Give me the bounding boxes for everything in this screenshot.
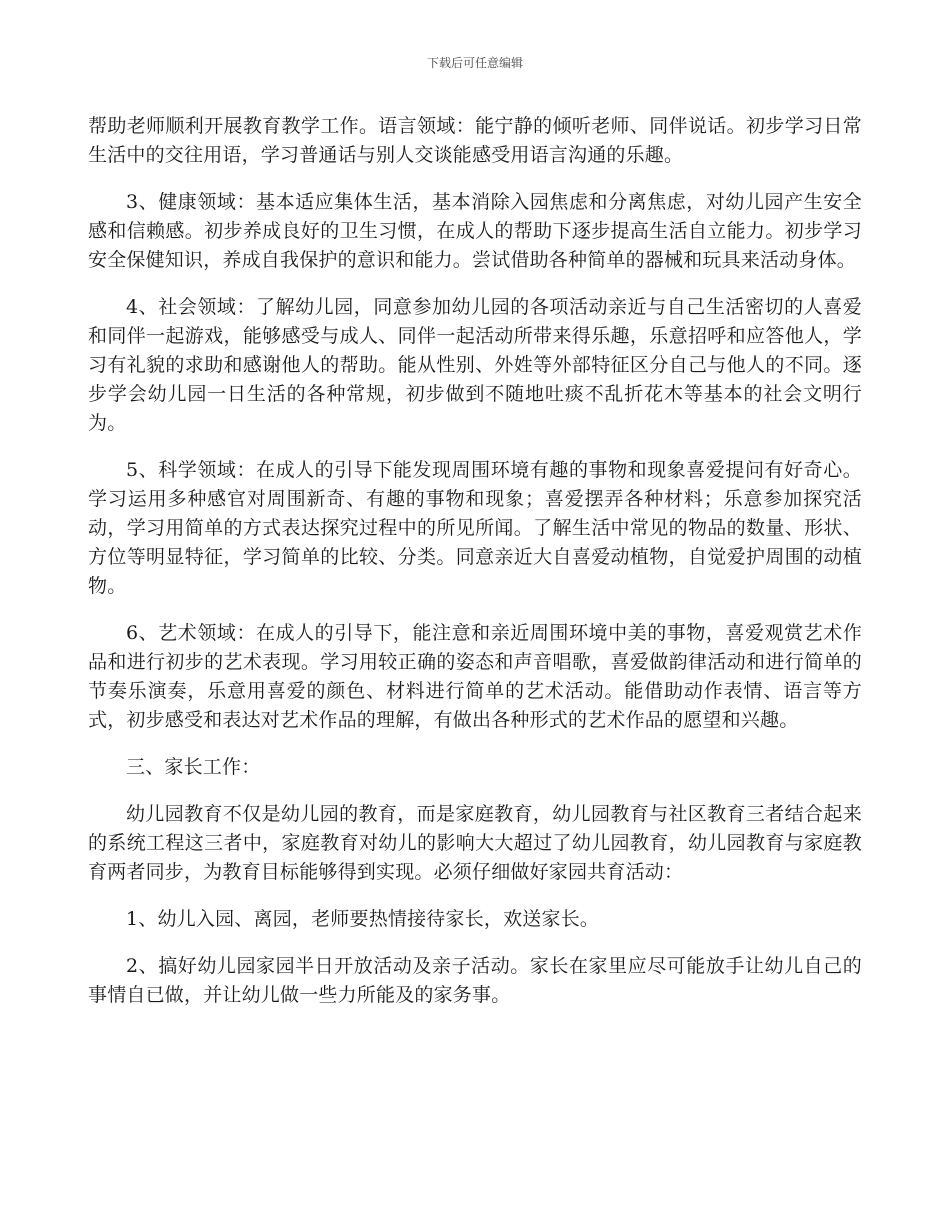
paragraph-parents-intro: 幼儿园教育不仅是幼儿园的教育，而是家庭教育，幼儿园教育与社区教育三者结合起来的系统工程这三者中，家庭教育对幼儿的影响大大超过了幼儿园教育，幼儿园教育与家庭教育两者同步，为教育目标能够得到实现。必须仔细做好家园共育活动： [88,803,862,883]
paragraph-science: 5、科学领域：在成人的引导下能发现周围环境有趣的事物和现象喜爱提问有好奇心。学习运用多种感官对周围新奇、有趣的事物和现象；喜爱摆弄各种材料；乐意参加探究活动，学习用简单的方式表达探究过程中的所见所闻。了解生活中常见的物品的数量、形状、方位等明显特征，学习简单的比较、分类。同意亲近大自喜爱动植物，自觉爱护周围的动植物。 [88,459,862,597]
paragraph-art: 6、艺术领域：在成人的引导下，能注意和亲近周围环境中美的事物，喜爱观赏艺术作品和进行初步的艺术表现。学习用较正确的姿态和声音唱歌，喜爱做韵律活动和进行简单的节奏乐演奏，乐意用喜爱的颜色、材料进行简单的艺术活动。能借助动作表情、语言等方式，初步感受和表达对艺术作品的理解，有做出各种形式的艺术作品的愿望和兴趣。 [88,622,862,731]
paragraph-social: 4、社会领域：了解幼儿园，同意参加幼儿园的各项活动亲近与自己生活密切的人喜爱和同伴一起游戏，能够感受与成人、同伴一起活动所带来得乐趣，乐意招呼和应答他人，学习有礼貌的求助和感谢他人的帮助。能从性别、外姓等外部特征区分自己与他人的不同。逐步学会幼儿园一日生活的各种常规，初步做到不随地吐痰不乱折花木等基本的社会文明行为。 [88,296,862,434]
section-heading-parents: 三、家长工作： [126,756,261,778]
paragraph-health: 3、健康领域：基本适应集体生活，基本消除入园焦虑和分离焦虑，对幼儿园产生安全感和信赖感。初步养成良好的卫生习惯，在成人的帮助下逐步提高生活自立能力。初步学习安全保健知识，养成自我保护的意识和能力。尝试借助各种简单的器械和玩具来活动身体。 [88,191,862,271]
page-header: 下载后可任意编辑 [426,56,523,70]
list-item-1: 1、幼儿入园、离园，老师要热情接待家长，欢送家长。 [126,908,600,930]
document-body [88,112,862,1028]
paragraph: 帮助老师顺利开展教育教学工作。语言领域：能宁静的倾听老师、同伴说话。初步学习日常生活中的交往用语，学习普通话与别人交谈能感受用语言沟通的乐趣。 [88,115,862,166]
list-item-2: 2、搞好幼儿园家园半日开放活动及亲子活动。家长在家里应尽可能放手让幼儿自己的事情自已做，并让幼儿做一些力所能及的家务事。 [88,955,862,1006]
